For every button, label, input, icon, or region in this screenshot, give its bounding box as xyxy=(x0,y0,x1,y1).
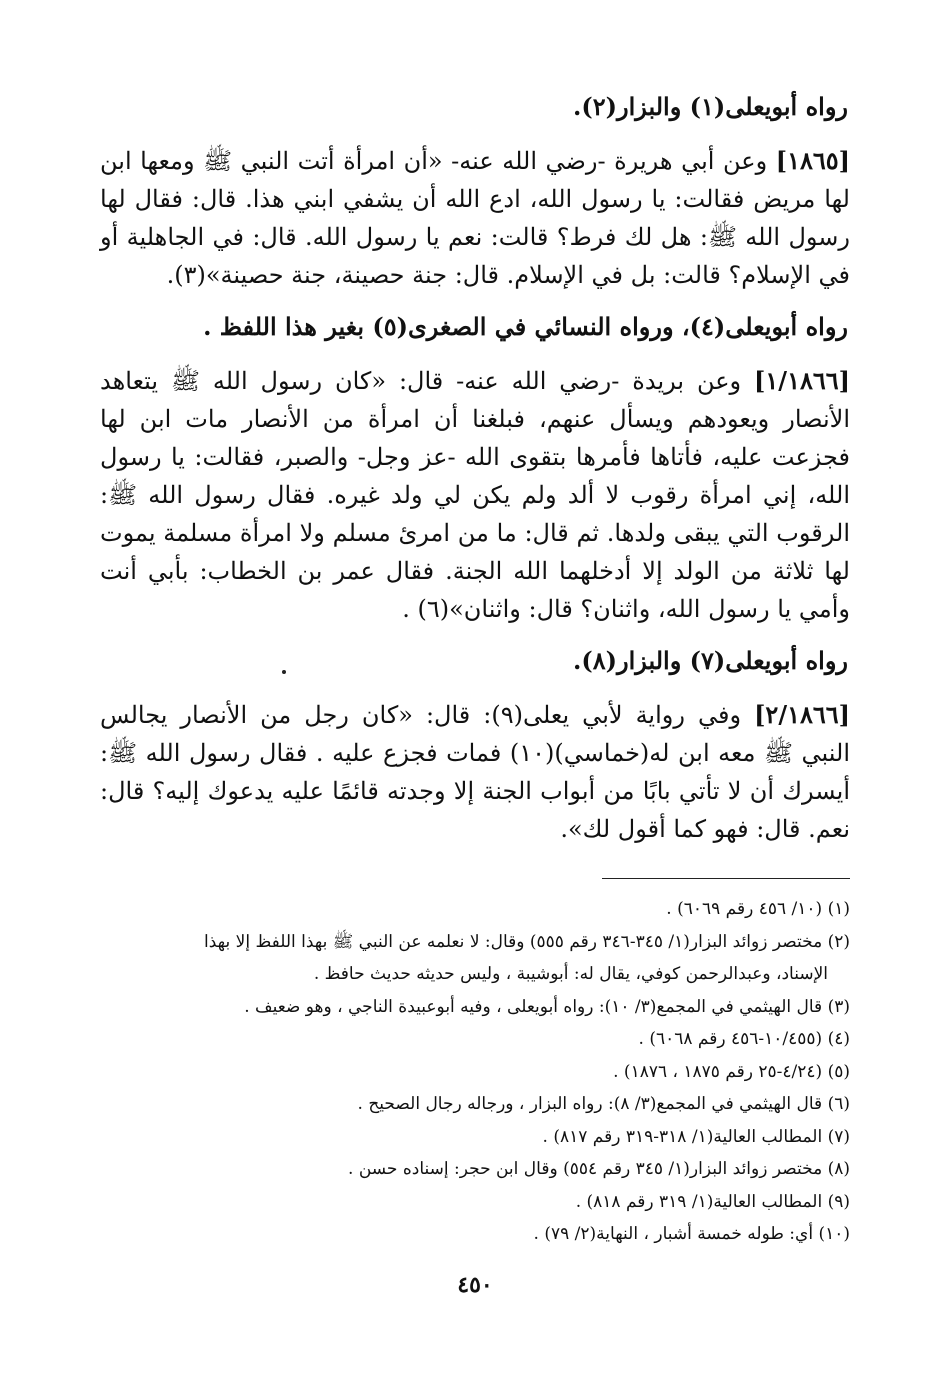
hadith-1866-2 xyxy=(100,696,850,848)
footnote-3: (٣) قال الهيثمي في المجمع(٣/ ١٠): رواه أبويعلى ، وفيه أبوعبيدة الناجي ، وهو ضعيف . xyxy=(244,996,850,1017)
footnote-8: (٨) مختصر زوائد البزار(١/ ٣٤٥ رقم ٥٥٤) وقال ابن حجر: إسناده حسن . xyxy=(348,1159,850,1179)
footnote-9: (٩) المطالب العالية(١/ ٣١٩ رقم ٨١٨) . xyxy=(575,1191,850,1212)
hadith-1866-1 xyxy=(100,362,850,628)
footnote-4: (٤) (١٠/٤٥٥-٤٥٦ رقم ٦٠٦٨) . xyxy=(638,1029,850,1049)
hadith-number: [١/١٨٦٦] xyxy=(754,366,850,395)
attribution-2: رواه أبويعلى(٤)، ورواه النسائي في الصغرى(٥) بغير هذا اللفظ . xyxy=(203,312,848,341)
attribution-1: رواه أبويعلى(١) والبزار(٢). xyxy=(573,92,848,121)
footnote-5: (٥) (٤/٢٤-٢٥ رقم ١٨٧٥ ، ١٨٧٦) . xyxy=(613,1061,850,1082)
hadith-number: [١٨٦٥] xyxy=(775,146,850,175)
footnote-10: (١٠) أي: طوله خمسة أشبار ، النهاية(٢/ ٧٩) . xyxy=(533,1224,850,1244)
footnote-2: (٢) مختصر زوائد البزار(١/ ٣٤٥-٣٤٦ رقم ٥٥٥) وقال: لا نعلمه عن النبي ﷺ بهذا اللفظ إلا بهذا xyxy=(204,931,850,952)
hadith-text: وعن بريدة -رضي الله عنه- قال: «كان رسول الله ﷺ يتعاهد الأنصار ويعودهم ويسأل عنهم، فبلغنا أن امرأة من الأنصار مات ابن لها فجزعت عليه، فأتاها فأمرها بتقوى الله -عز وجل- والصبر، فقالت: يا رسول الله، إني امرأة رقوب لا ألد ولم يكن لي ولد غيره. فقال رسول الله ﷺ: الرقوب التي يبقى ولدها. ثم قال: ما من امرئ مسلم ولا امرأة مسلمة يموت لها ثلاثة من الولد إلا أدخلهما الله الجنة. فقال عمر بن الخطاب: بأبي أنت وأمي يا رسول الله، واثنان؟ قال: واثنان»(٦) . xyxy=(100,367,850,623)
hadith-number: [٢/١٨٦٦] xyxy=(754,700,850,729)
footnote-2-continued: الإسناد، وعبدالرحمن كوفي، يقال له: أبوشيبة ، وليس حديثه حديث حافظ . xyxy=(313,964,828,984)
hadith-text: وفي رواية لأبي يعلى(٩): قال: «كان رجل من الأنصار يجالس النبي ﷺ معه ابن له(خماسي)(١٠) فمات فجزع عليه . فقال رسول الله ﷺ: أيسرك أن لا تأتي بابًا من أبواب الجنة إلا وجدته قائمًا عليه يدعوك إليه؟ قال: نعم. قال: فهو كما أقول لك». xyxy=(100,701,850,843)
footnote-6: (٦) قال الهيثمي في المجمع(٣/ ٨): رواه البزار ، ورجاله رجال الصحيح . xyxy=(357,1094,850,1114)
footnote-1: (١) (١٠/ ٤٥٦ رقم ٦٠٦٩) . xyxy=(666,899,850,919)
stray-dot xyxy=(282,670,286,674)
footnote-divider xyxy=(602,878,850,879)
hadith-text: وعن أبي هريرة -رضي الله عنه- «أن امرأة أتت النبي ﷺ ومعها ابن لها مريض فقالت: يا رسول الله، ادع الله أن يشفي ابني هذا. قال: فقال لها رسول الله ﷺ: هل لك فرط؟ قالت: نعم يا رسول الله. قال: في الجاهلية أو في الإسلام؟ قالت: بل في الإسلام. قال: جنة حصينة، جنة حصينة»(٣). xyxy=(100,147,850,289)
footnotes xyxy=(90,893,850,1251)
page-number: ٤٥٠ xyxy=(457,1272,493,1298)
main-text xyxy=(100,88,850,862)
attribution-3: رواه أبويعلى(٧) والبزار(٨). xyxy=(573,646,848,675)
hadith-1865 xyxy=(100,142,850,294)
footnote-7: (٧) المطالب العالية(١/ ٣١٨-٣١٩ رقم ٨١٧) . xyxy=(542,1126,850,1147)
